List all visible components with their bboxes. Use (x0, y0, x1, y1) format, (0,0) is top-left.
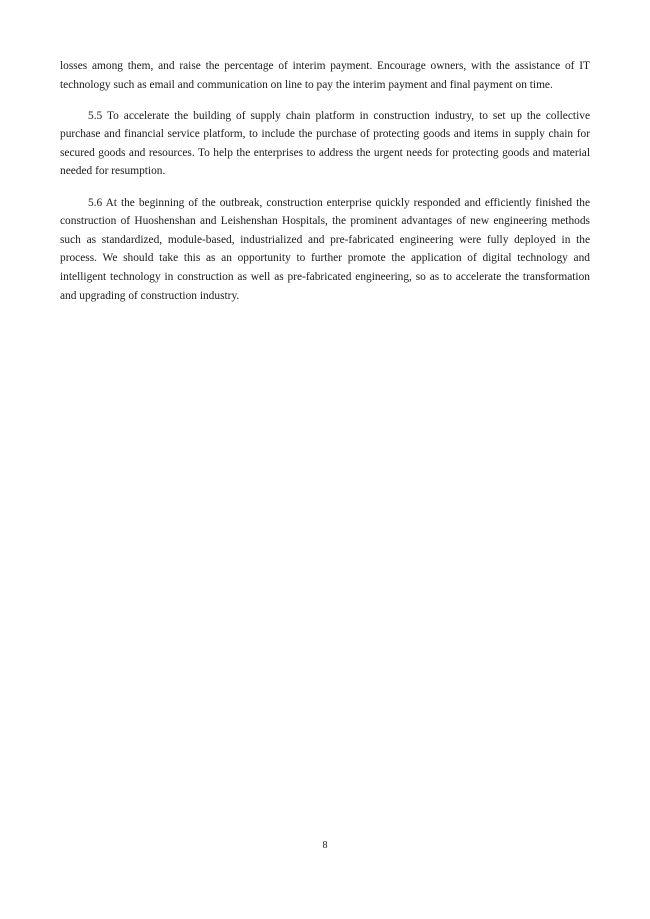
paragraph-continuation: losses among them, and raise the percentage of interim payment. Encourage owners, with the assistance of IT technology such as email and communication on line to pay the interim payment and final payment on time. (60, 60, 590, 91)
paragraph-5-5: 5.5 To accelerate the building of supply chain platform in construction industry, to set up the collective purchase and financial service platform, to include the purchase of protecting goods and items in supply chain for secured goods and resources. To help the enterprises to address the urgent needs for protecting goods and material needed for resumption. (60, 109, 590, 178)
page-number: 8 (322, 840, 328, 851)
paragraph-5-6: 5.6 At the beginning of the outbreak, construction enterprise quickly responded and efficiently finished the construction of Huoshenshan and Leishenshan Hospitals, the prominent advantages of new engineering methods such as standardized, module-based, industrialized and pre-fabricated engineering were fully deployed in the process. We should take this as an opportunity to further promote the application of digital technology and intelligent technology in construction as well as pre-fabricated engineering, so as to accelerate the transformation and upgrading of construction industry. (60, 196, 590, 302)
page-body (60, 57, 590, 318)
